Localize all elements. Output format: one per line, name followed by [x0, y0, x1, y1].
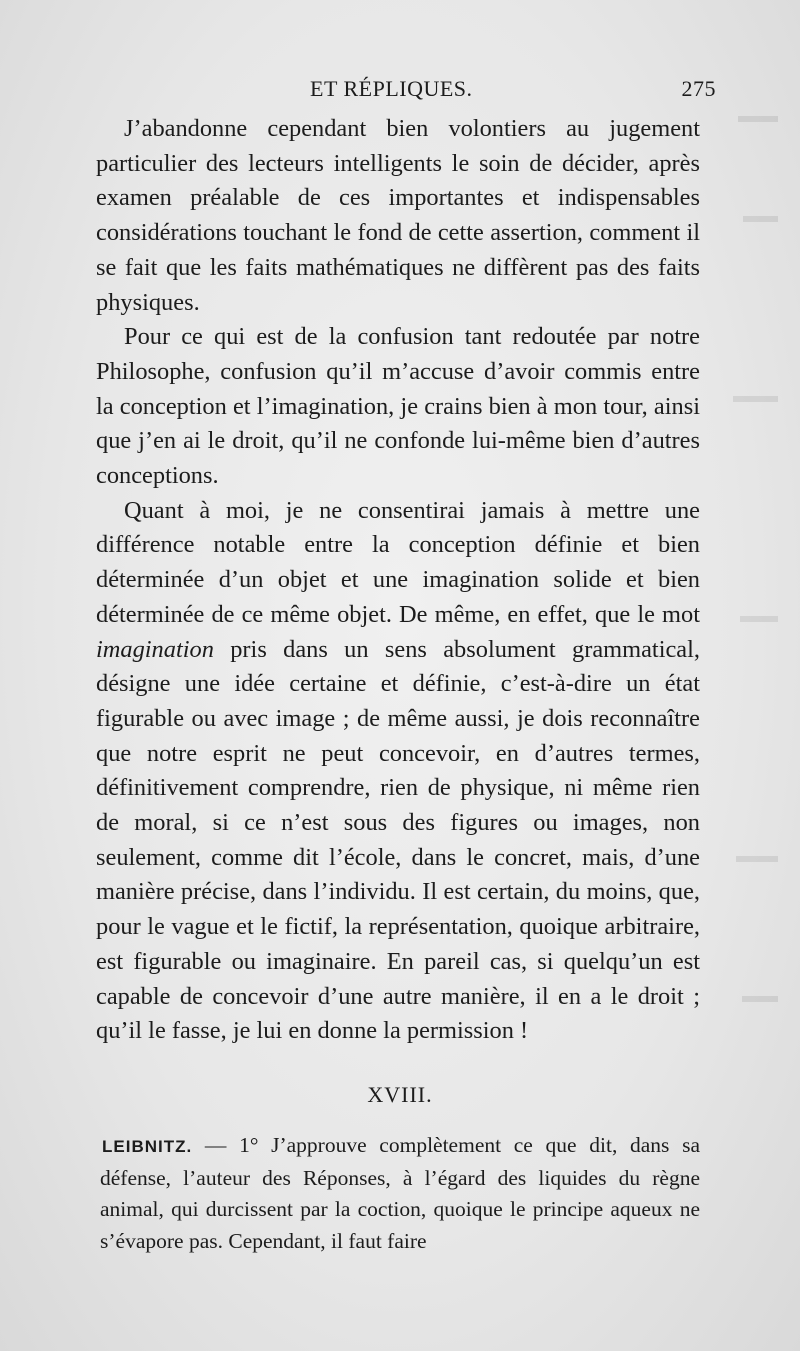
em-dash: —	[192, 1133, 240, 1157]
page-header	[300, 72, 716, 106]
speaker-name: LEIBNITZ.	[102, 1137, 193, 1156]
paragraph-3-start: Quant à moi, je ne consentirai jamais à mettre une différence notable entre la conception définie et bien déterminée d’un objet et une imagination solide et bien déterminée de ce même objet. De même, en effet, que le mot	[96, 496, 700, 628]
dialogue-text: 1° J’approuve complètement ce que dit, dans sa défense, l’auteur des Réponses, à l’égard des liquides du règne animal, qui durcissent par la coction, quoique le principe aqueux ne s’évapore pas. Cependant, il faut faire	[100, 1133, 700, 1253]
main-text	[96, 112, 700, 1049]
show-through-texture	[728, 96, 788, 1056]
section-number: XVIII.	[367, 1082, 433, 1107]
italic-word: imagination	[96, 635, 214, 663]
dialogue-paragraph	[100, 1130, 700, 1257]
page-number: 275	[681, 76, 716, 101]
dialogue-block	[100, 1130, 700, 1257]
paragraph-3-end: pris dans un sens absolument grammatical, désigne une idée certaine et définie, c’est-à-dire un état figurable ou avec image ; de même aussi, je dois reconnaître que notre esprit ne peut concevoir, en d’autres termes, définitivement comprendre, rien de physique, ni même rien de moral, si ce n’est sous des figures ou images, non seulement, comme dit l’école, dans le concret, mais, d’une manière précise, dans l’individu. Il est certain, du moins, que, pour le vague et le fictif, la représentation, quoique arbitraire, est figurable ou imaginaire. En pareil cas, si quelqu’un est capable de concevoir d’une autre manière, il en a le droit ; qu’il le fasse, je lui en donne la permission !	[96, 635, 700, 1045]
running-head: ET RÉPLIQUES.	[310, 76, 473, 101]
paragraph-2: Pour ce qui est de la confusion tant redoutée par notre Philosophe, confusion qu’il m’accuse d’avoir commis entre la conception et l’imagination, je crains bien à mon tour, ainsi que j’en ai le droit, qu’il ne confonde lui-même bien d’autres conceptions.	[96, 323, 700, 490]
paragraph-3	[96, 494, 700, 1049]
paragraph-1: J’abandonne cependant bien volontiers au jugement particulier des lecteurs intelligents le soin de décider, après examen préalable de ces importantes et indispensables considérations touchant le fond de cette assertion, comment il se fait que les faits mathématiques ne diffèrent pas des faits physiques.	[96, 115, 700, 316]
